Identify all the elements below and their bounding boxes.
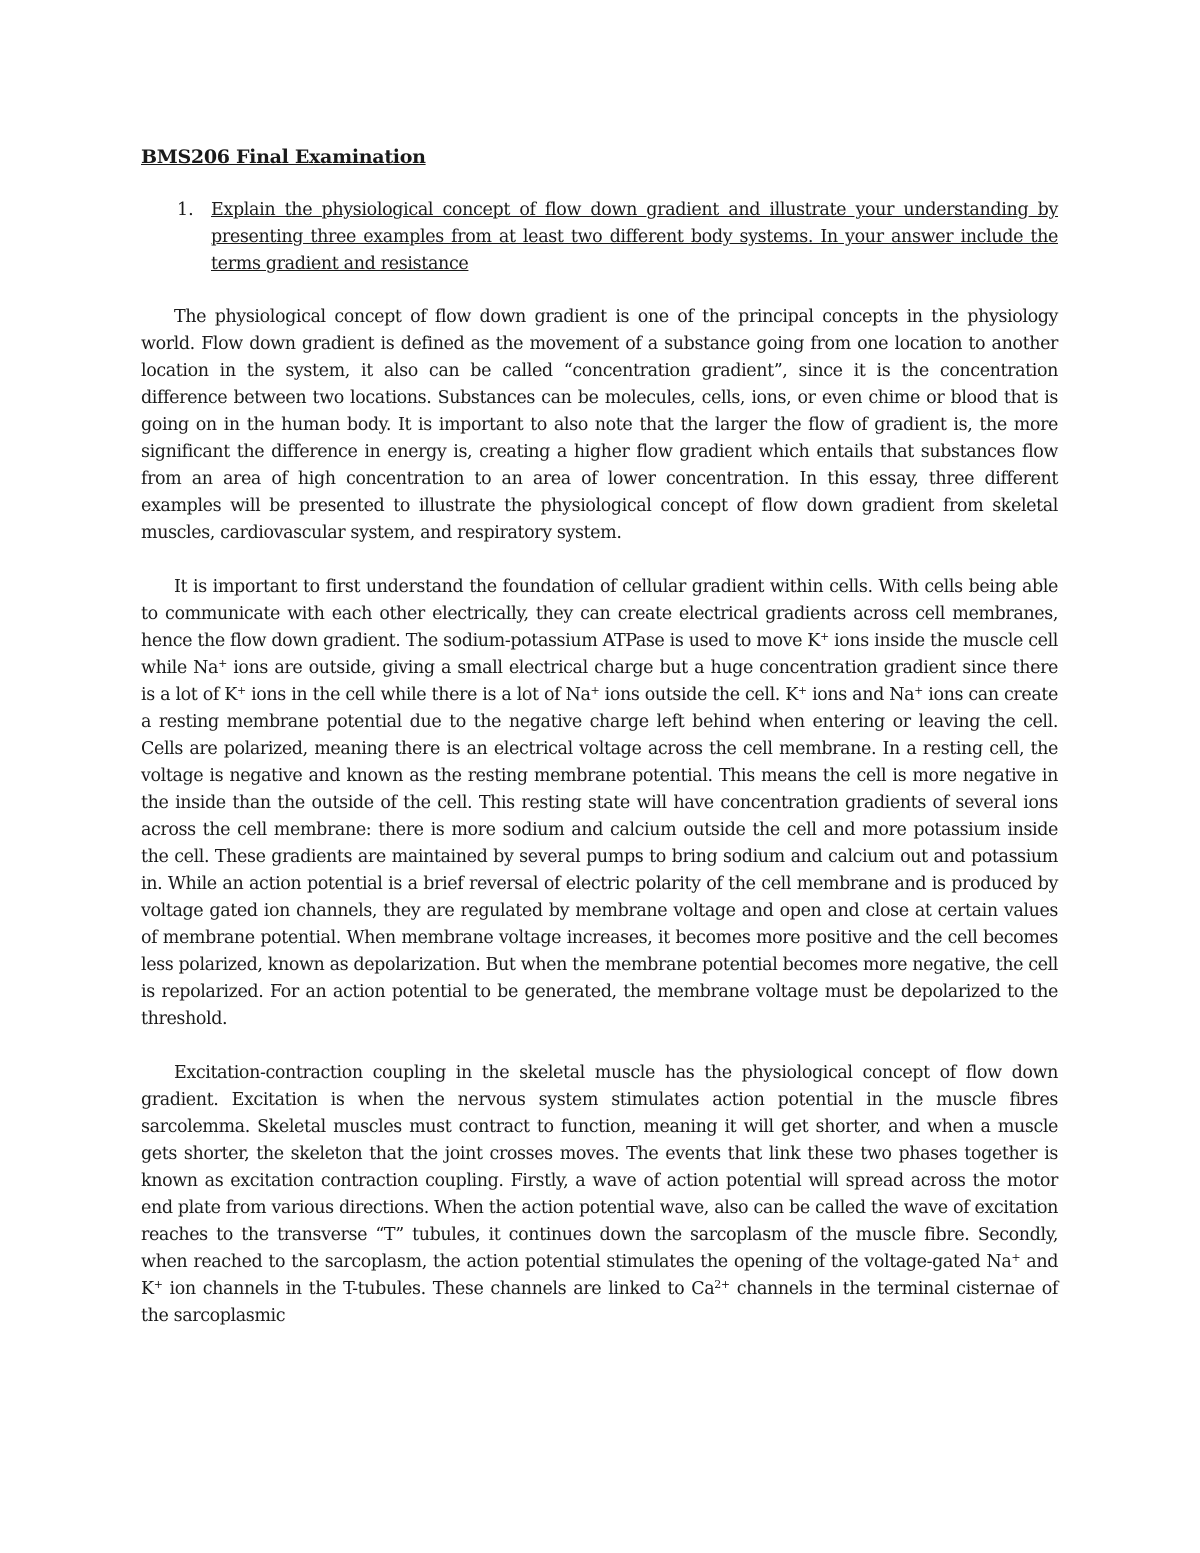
essay-paragraph: [141, 1060, 1058, 1330]
exam-question: [141, 197, 1058, 278]
question-number: 1.: [177, 200, 194, 220]
paragraph-text: ions inside the muscle cell while Na: [141, 631, 1058, 678]
paragraph-text: channels in the terminal cisternae of the sarcoplasmic: [141, 1279, 1058, 1326]
paragraph-text: ions can create a resting membrane potential due to the negative charge left behind when entering or leaving the cell. Cells are polarized, meaning there is an electrical voltage across the cell membrane. In a resting cell, the voltage is negative and known as the resting membrane potential. This means the cell is more negative in the inside than the outside of the cell. This resting state will have concentration gradients of several ions across the cell membrane: there is more sodium and calcium outside the cell and more potassium inside the cell. These gradients are maintained by several pumps to bring sodium and calcium out and potassium in. While an action potential is a brief reversal of electric polarity of the cell membrane and is produced by voltage gated ion channels, they are regulated by membrane voltage and open and close at certain values of membrane potential. When membrane voltage increases, it becomes more positive and the cell becomes less polarized, known as depolarization. But when the membrane potential becomes more negative, the cell is repolarized. For an action potential to be generated, the membrane voltage must be depolarized to the threshold.: [141, 685, 1058, 1029]
ion-charge-superscript: +: [218, 657, 227, 670]
ion-charge-superscript: +: [797, 684, 807, 697]
paragraph-text: The physiological concept of flow down gradient is one of the principal concepts in the physiology world. Flow down gradient is defined as the movement of a substance going from one location to another location in the system, it also can be called “concentration gradient”, since it is the concentration difference between two locations. Substances can be molecules, cells, ions, or even chime or blood that is going on in the human body. It is important to also note that the larger the flow of gradient is, the more significant the difference in energy is, creating a higher flow gradient which entails that substances flow from an area of high concentration to an area of lower concentration. In this essay, three different examples will be presented to illustrate the physiological concept of flow down gradient from skeletal muscles, cardiovascular system, and respiratory system.: [141, 307, 1058, 543]
ion-charge-superscript: +: [819, 630, 829, 643]
ion-charge-superscript: 2+: [714, 1278, 730, 1291]
ion-charge-superscript: +: [153, 1278, 163, 1291]
paragraph-text: ions in the cell while there is a lot of Na: [245, 685, 591, 705]
paragraph-text: and K: [141, 1252, 1058, 1299]
paragraph-text: It is important to first understand the foundation of cellular gradient within cells. With cells being able to communicate with each other electrically, they can create electrical gradients across cell membranes, hence the flow down gradient. The sodium-potassium ATPase is used to move K: [141, 577, 1058, 651]
document-page: [141, 143, 1058, 1357]
document-title: BMS206 Final Examination: [141, 146, 426, 168]
ion-charge-superscript: +: [590, 684, 600, 697]
essay-paragraph: [141, 574, 1058, 1033]
paragraph-text: ions are outside, giving a small electrical charge but a huge concentration gradient since there is a lot of K: [141, 658, 1058, 705]
ion-charge-superscript: +: [914, 684, 923, 697]
question-text: Explain the physiological concept of flow down gradient and illustrate your understanding by presenting three examples from at least two different body systems. In your answer include the terms gradient and resistance: [211, 200, 1058, 274]
ion-charge-superscript: +: [236, 684, 246, 697]
paragraph-text: ion channels in the T-tubules. These channels are linked to Ca: [162, 1279, 715, 1299]
essay-paragraph: [141, 304, 1058, 547]
ion-charge-superscript: +: [1011, 1251, 1021, 1264]
paragraph-text: Excitation-contraction coupling in the skeletal muscle has the physiological concept of flow down gradient. Excitation is when the nervous system stimulates action potential in the muscle fibres sarcolemma. Skeletal muscles must contract to function, meaning it will get shorter, and when a muscle gets shorter, the skeleton that the joint crosses moves. The events that link these two phases together is known as excitation contraction coupling. Firstly, a wave of action potential will spread across the motor end plate from various directions. When the action potential wave, also can be called the wave of excitation reaches to the transverse “T” tubules, it continues down the sarcoplasm of the muscle fibre. Secondly, when reached to the sarcoplasm, the action potential stimulates the opening of the voltage-gated Na: [141, 1063, 1058, 1272]
paragraph-text: ions and Na: [806, 685, 915, 705]
essay-body: [141, 304, 1058, 1330]
paragraph-text: ions outside the cell. K: [599, 685, 798, 705]
